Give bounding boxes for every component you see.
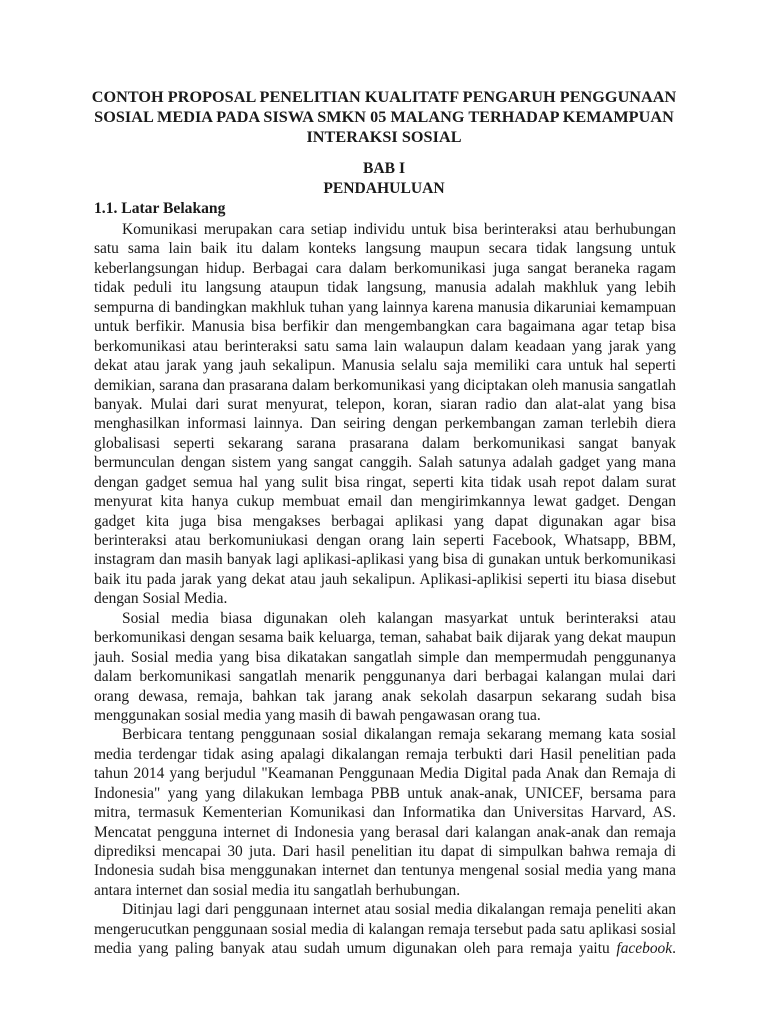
italic-term: facebook [616, 940, 673, 958]
paragraph: Sosial media biasa digunakan oleh kalangan masyarkat untuk berinteraksi atau berkomunikasi dengan sesama baik keluarga, teman, sahabat baik dijarak yang dekat maupun jauh. Sosial media yang bisa dikatakan sangatlah simple dan mempermudah penggunanya dalam berkomunikasi sangatlah menarik penggunanya dari berbagai kalangan mulai dari orang dewasa, remaja, bahkan tak jarang anak sekolah dasarpun sekarang sudah bisa menggunakan sosial media yang masih di bawah pengawasan orang tua. [94, 609, 676, 724]
paragraph-end: . [672, 940, 676, 958]
paragraph: Komunikasi merupakan cara setiap individu untuk bisa berinteraksi atau berhubungan satu sama lain baik itu dalam konteks langsung maupun secara tidak langsung untuk keberlangsungan hidup. Berbagai cara dalam berkomunikasi juga sangat beraneka ragam tidak peduli itu langsung ataupun tidak langsung, manusia adalah makhluk yang lebih sempurna di bandingkan makhluk tuhan yang lainnya karena manusia dikaruniai kemampuan untuk berfikir. Manusia bisa berfikir dan mengembangkan cara bagaimana agar tetap bisa berkomunikasi atau berinteraksi satu sama lain walaupun dalam keadaan yang jarak yang dekat atau jarak yang jauh sekalipun. Manusia selalu saja memiliki cara untuk hal seperti demikian, sarana dan prasarana dalam berkomunikasi yang diciptakan oleh manusia sangatlah banyak. Mulai dari surat menyurat, telepon, koran, siaran radio dan alat-alat yang bisa menghasilkan informasi lainnya. Dan seiring dengan perkembangan zaman terlebih diera globalisasi seperti sekarang sarana prasarana dalam berkomunikasi sangat banyak bermunculan dengan sistem yang sangat canggih. Salah satunya adalah gadget yang mana dengan gadget semua hal yang sulit bisa ringat, seperti kita tidak usah repot dalam surat menyurat kita hanya cukup membuat email dan mengirimkannya lewat gadget. Dengan gadget kita juga bisa mengakses berbagai aplikasi yang dapat digunakan agar bisa berinteraksi atau berkomuniukasi dengan orang lain seperti Facebook, Whatsapp, BBM, instagram dan masih banyak lagi aplikasi-aplikasi yang bisa di gunakan untuk berkomunikasi baik itu pada jarak yang dekat atau jauh sekalipun. Aplikasi-aplikisi seperti itu biasa disebut dengan Sosial Media. [94, 221, 676, 608]
chapter-number: BAB I [362, 160, 406, 177]
document-body [94, 220, 676, 959]
document-title: CONTOH PROPOSAL PENELITIAN KUALITATF PENGARUH PENGGUNAAN SOSIAL MEDIA PADA SISWA SMKN 05 MALANG TERHADAP KEMAMPUAN INTERAKSI SOSIAL [91, 88, 677, 146]
section-heading: 1.1. Latar Belakang [94, 200, 226, 217]
paragraph [94, 900, 676, 958]
paragraph-text: Ditinjau lagi dari penggunaan internet atau sosial media dikalangan remaja peneliti akan mengerucutkan penggunaan sosial media di kalangan remaja tersebut pada satu aplikasi sosial media yang paling banyak atau sudah umum digunakan oleh para remaja yaitu [94, 901, 676, 958]
chapter-title: PENDAHULUAN [323, 180, 445, 197]
paragraph: Berbicara tentang penggunaan sosial dikalangan remaja sekarang memang kata sosial media terdengar tidak asing apalagi dikalangan remaja terbukti dari Hasil penelitian pada tahun 2014 yang berjudul "Keamanan Penggunaan Media Digital pada Anak dan Remaja di Indonesia" yang yang dilakukan lembaga PBB untuk anak-anak, UNICEF, bersama para mitra, termasuk Kementerian Komunikasi dan Informatika dan Universitas Harvard, AS. Mencatat pengguna internet di Indonesia yang berasal dari kalangan anak-anak dan remaja diprediksi mencapai 30 juta. Dari hasil penelitian itu dapat di simpulkan bahwa remaja di Indonesia sudah bisa menggunakan internet dan tentunya mengenal sosial media yang mana antara internet dan sosial media itu sangatlah berhubungan. [94, 726, 676, 899]
